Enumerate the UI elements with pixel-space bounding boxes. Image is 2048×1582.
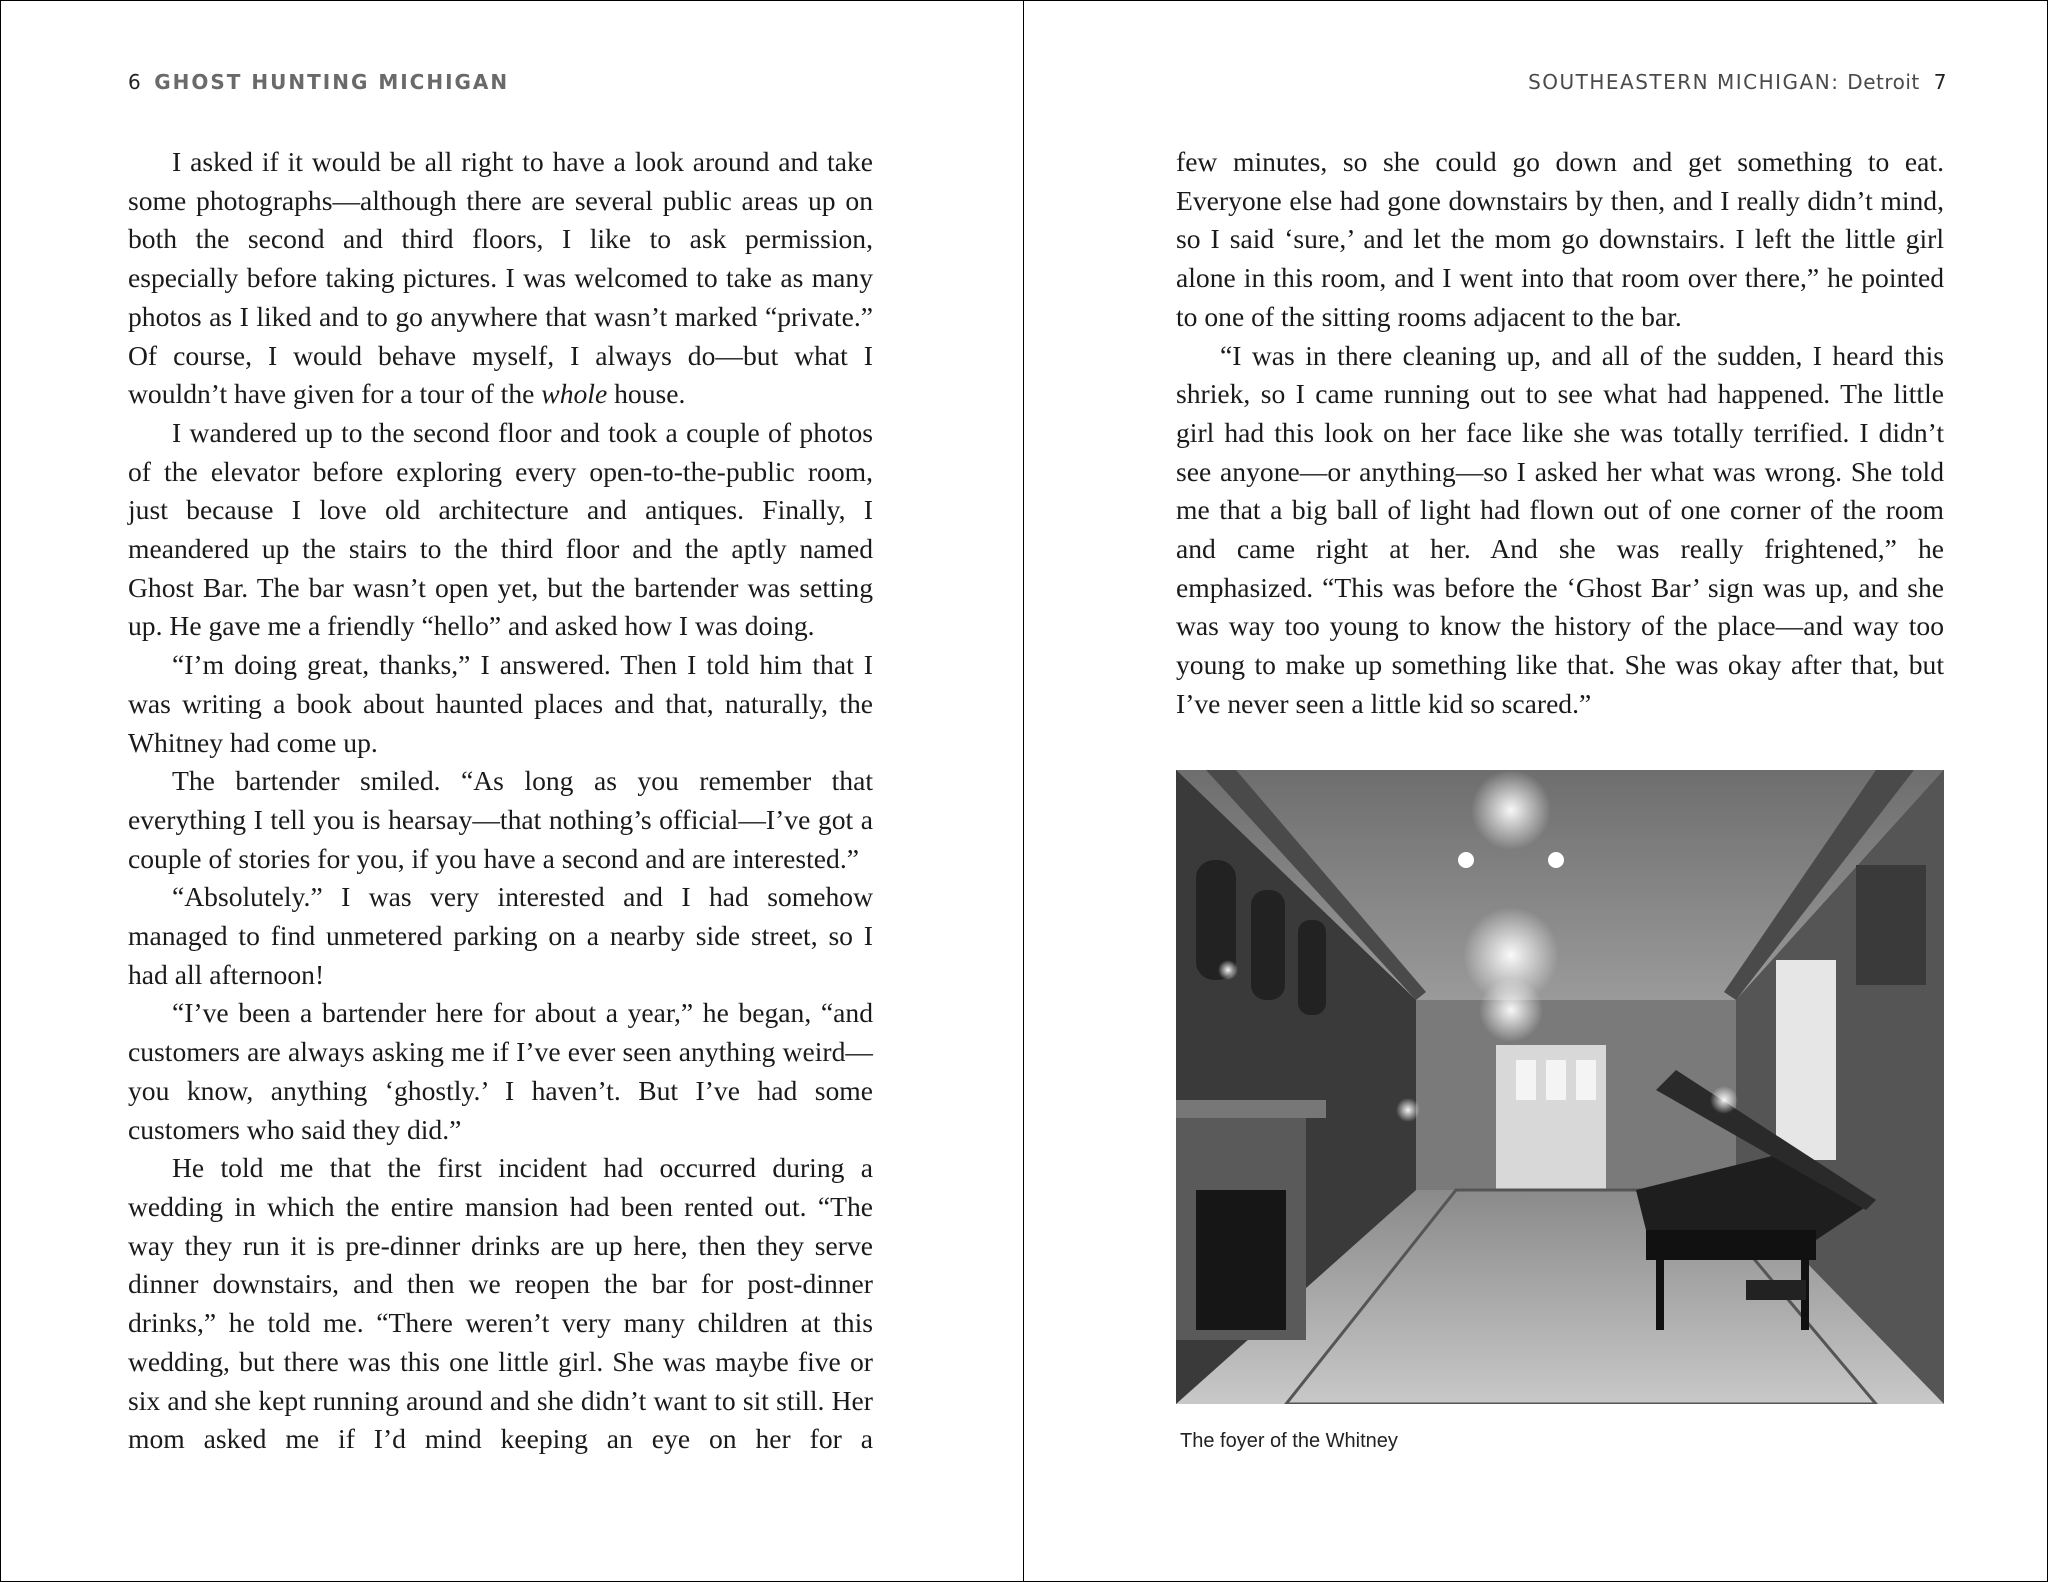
emphasis: whole	[541, 378, 608, 410]
left-body-text	[128, 143, 873, 1459]
paragraph: “I’m doing great, thanks,” I answered. Then I told him that I was writing a book about haunted places and that, naturally, the Whitney had come up.	[128, 649, 873, 758]
foyer-photo	[1176, 770, 1944, 1404]
foyer-illustration	[1176, 770, 1944, 1404]
book-title: GHOST HUNTING MICHIGAN	[154, 70, 510, 94]
paragraph: “Absolutely.” I was very interested and I had somehow managed to find unmetered parking on a nearby side street, so I had all afternoon!	[128, 881, 873, 990]
paragraph: The bartender smiled. “As long as you remember that everything I tell you is hearsay—that nothing’s official—I’ve got a couple of stories for you, if you have a second and are interested.”	[128, 765, 873, 874]
left-running-head	[128, 70, 509, 94]
right-running-head	[1528, 70, 1948, 94]
chapter-title: SOUTHEASTERN MICHIGAN:	[1528, 70, 1840, 94]
paragraph: I asked if it would be all right to have a look around and take some photographs—although there are several public areas up on both the second and third floors, I like to ask permission, especially before taking pictures. I was welcomed to take as many photos as I liked and to go anywhere that wasn’t marked “private.” Of course, I would behave myself, I always do—but what I wouldn’t have given for a tour of the whole house.	[128, 146, 873, 410]
right-page	[1024, 0, 2048, 1582]
paragraph: “I was in there cleaning up, and all of the sudden, I heard this shriek, so I came running out to see what had happened. The little girl had this look on her face like she was totally terrified. I didn’t see anyone—or anything—so I asked her what was wrong. She told me that a big ball of light had flown out of one corner of the room and came right at her. And she was really frightened,” he emphasized. “This was before the ‘Ghost Bar’ sign was up, and she was way too young to know the history of the place—and way too young to make up something like that. She was okay after that, but I’ve never seen a little kid so scared.”	[1176, 339, 1944, 719]
paragraph: few minutes, so she could go down and get something to eat. Everyone else had gone downstairs by then, and I really didn’t mind, so I said ‘sure,’ and let the mom go downstairs. I left the little girl alone in this room, and I went into that room over there,” he pointed to one of the sitting rooms adjacent to the bar.	[1176, 146, 1944, 332]
right-page-number: 7	[1933, 70, 1948, 94]
paragraph: “I’ve been a bartender here for about a year,” he began, “and customers are always asking me if I’ve ever seen anything weird—you know, anything ‘ghostly.’ I haven’t. But I’ve had some customers who said they did.”	[128, 997, 873, 1145]
left-page-number: 6	[128, 70, 143, 94]
right-body-text	[1176, 143, 1944, 724]
chapter-subtitle: Detroit	[1847, 70, 1920, 94]
paragraph: I wandered up to the second floor and took a couple of photos of the elevator before exploring every open-to-the-public room, just because I love old architecture and antiques. Finally, I meandered up the stairs to the third floor and the aptly named Ghost Bar. The bar wasn’t open yet, but the bartender was setting up. He gave me a friendly “hello” and asked how I was doing.	[128, 416, 873, 642]
left-page	[0, 0, 1023, 1582]
paragraph: He told me that the first incident had occurred during a wedding in which the entire mansion had been rented out. “The way they run it is pre-dinner drinks are up here, then they serve dinner downstairs, and then we reopen the bar for post-dinner drinks,” he told me. “There weren’t very many children at this wedding, but there was this one little girl. She was maybe five or six and she kept running around and she didn’t want to sit still. Her mom asked me if I’d mind keeping an eye on her for a	[128, 1152, 873, 1455]
photo-caption: The foyer of the Whitney	[1180, 1430, 1398, 1452]
